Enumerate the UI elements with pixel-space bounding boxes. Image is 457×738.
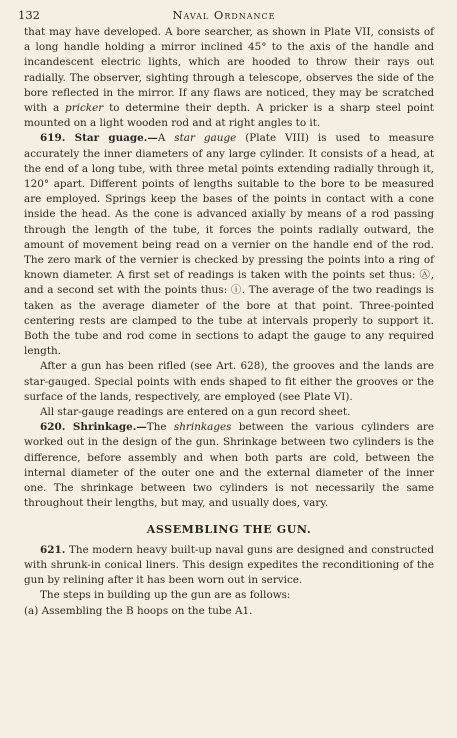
page-header bbox=[18, 8, 434, 22]
section-620-heading: 620. Shrinkage.— bbox=[40, 421, 147, 434]
paragraph-steps: The steps in building up the gun are as follows: bbox=[40, 589, 291, 602]
section-619: 619. Star guage.—A star gauge (Plate VIII) is used to measure accurately the inner diameters of any large cylinder. It consists of a head, at the end of a long tube, with three metal points extending radially through it, 120° apart. Different points of lengths suitable to the bore to be measured are employed. Springs keep the bases of the points in contact with a cone inside the head. As the cone is advanced axially by means of a rod passing through the length of the tube, it forces the points radially outward, the amount of movement being read on a vernier on the handle end of the rod. The zero mark of the vernier is checked by pressing the points into a ring of known diameter. A first set of readings is taken with the points set thus: Ⓐ, and a second set with the points thus: ⓘ. The average of the two readings is taken as the average diameter of the bore at that point. Three-pointed centering rests are clamped to the tube at intervals properly to support it. Both the tube and rod come in sections to adapt the gauge to any required length. bbox=[24, 132, 435, 358]
paragraph-rifled: After a gun has been rifled (see Art. 628), the grooves and the lands are star-gauged. Special points with ends shaped to fit either the grooves or the surface of the lands, respectively, are employed (see Plate VI). bbox=[24, 360, 434, 403]
running-title: Naval Ordnance bbox=[172, 8, 276, 22]
section-619-heading: 619. Star guage.— bbox=[40, 132, 158, 145]
section-heading-assembling: ASSEMBLING THE GUN. bbox=[146, 522, 312, 536]
paragraph-step-a: (a) Assembling the B hoops on the tube A1. bbox=[24, 604, 253, 617]
paragraph-bore-searcher: that may have developed. A bore searcher, as shown in Plate VII, consists of a long handle holding a mirror inclined 45° to the axis of the handle and incandescent electric lights, which are hooded to throw their rays out radially. The observer, sighting through a telescope, observes the side of the bore reflected in the mirror. If any flaws are noticed, they may be scratched with a pricker to determine their depth. A pricker is a sharp steel point mounted on a light wooden rod and at right angles to it. bbox=[24, 26, 434, 130]
section-620: 620. Shrinkage.—The shrinkages between the various cylinders are worked out in the design of the gun. Shrinkage between two cylinders is the difference, before assembly and when both parts are cold, between the internal diameter of the outer one and the external diameter of the inner one. The shrinkage between two cylinders is not necessarily the same throughout their lengths, but may, and usually does, vary. bbox=[24, 421, 435, 510]
body-text bbox=[24, 25, 434, 619]
section-621: 621. The modern heavy built-up naval guns are designed and constructed with shrunk-in conical liners. This design expedites the reconditioning of the gun by relining after it has been worn out in service. bbox=[24, 543, 434, 587]
section-621-heading: 621. bbox=[40, 543, 66, 556]
page-number: 132 bbox=[18, 8, 40, 22]
paragraph-readings: All star-gauge readings are entered on a gun record sheet. bbox=[40, 406, 351, 419]
